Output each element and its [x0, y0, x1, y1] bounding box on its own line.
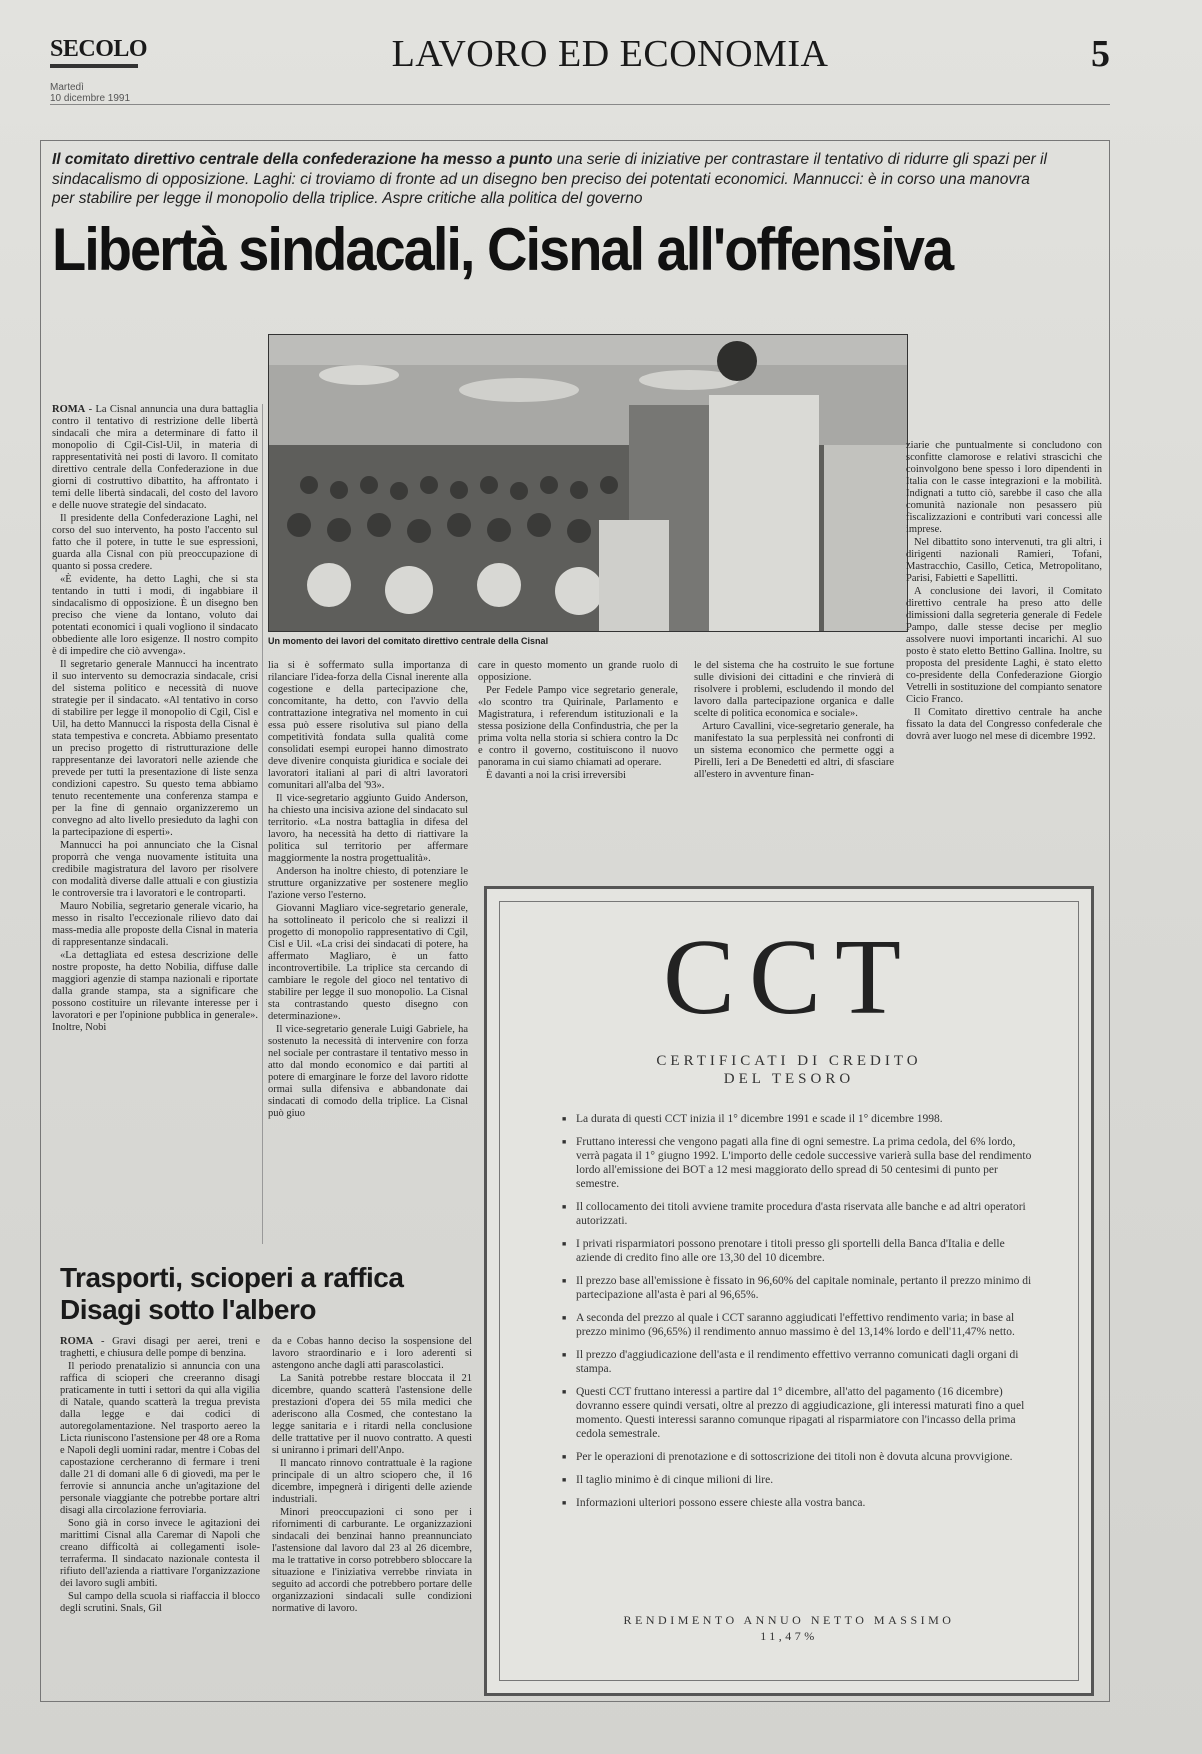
article2-headline-line-1: Trasporti, scioperi a raffica [60, 1262, 404, 1293]
masthead [50, 30, 1110, 105]
column-rule [262, 404, 263, 1244]
cct-term-item: ■ Il collocamento dei titoli avviene tramite procedura d'asta riservata alle banche e ad altri operatori autorizzati. [562, 1200, 1032, 1228]
article1-col2-paragraph-2: Il vice-segretario aggiunto Guido Anderson, ha chiesto una incisiva azione del sindacato sul territorio. «La nostra battaglia in difesa del lavoro, ha necessità ha detto di riattivare la politica sul territorio per affermare maggiormente la nostra progettualità». [268, 793, 468, 864]
article-headline: Libertà sindacali, Cisnal all'offensiva [52, 215, 953, 284]
article2-headline [60, 1262, 480, 1326]
article1-column-1 [52, 404, 258, 1244]
article1-col3-paragraph-2: Per Fedele Pampo vice segretario generale, «lo scontro tra Quirinale, Parlamento e Magistratura, i referendum istituzionali e la stessa posizione della Confindustria, che per la prima volta nella storia si schiera contro la Dc e contro il governo, costituiscono il nuovo panorama in cui siamo chiamati ad operare. [478, 685, 678, 768]
article1-col2-paragraph-3: Anderson ha inoltre chiesto, di potenziare le strutture organizzative per sostenere meglio l'azione verso l'esterno. [268, 866, 468, 901]
article2-col2-paragraph-4: Minori preoccupazioni ci sono per i rifornimenti di carburante. Le organizzazioni sindacali dei benzinai hanno preannunciato l'astensione dal lavoro dal 23 al 26 dicembre, ma le trattative in corso potrebbero sbloccare la situazione e l'iniziativa verrebbe rinviata in seguito ad accordi che potrebbero portare delle organizzazioni sindacali sulle condizioni normative di lavoro. [272, 1507, 472, 1614]
cct-terms-list [562, 1112, 1032, 1519]
article2-col1-paragraph-4: Sul campo della scuola si riaffaccia il blocco degli scrutini. Snals, Gil [60, 1591, 260, 1614]
article1-col3-paragraph-3: È davanti a noi la crisi irreversibi [486, 770, 626, 781]
article1-col1-paragraph-1: ROMA - La Cisnal annuncia una dura battaglia contro il tentativo di restrizione delle libertà sindacali che mira a determinare di fatto il monopolio di Cgil-Cisl-Uil, in materia di rappresentatività nei posti di lavoro. Il comitato direttivo centrale della Confederazione in due giorni di costruttivo dibattito, ha affrontato i temi delle libertà sindacali, del costo del lavoro e delle nuove strategie del sindacato. [52, 404, 258, 511]
cct-term-item: ■ Informazioni ulteriori possono essere chieste alla vostra banca. [562, 1496, 1032, 1510]
article1-col2-paragraph-4: Giovanni Magliaro vice-segretario generale, ha sottolineato il pericolo che si realizzi il progetto di monopolio rappresentativo di Cgil, Cisl e Uil. «La crisi dei sindacati di potere, ha affermato Magliaro, è un fatto incontrovertibile. La triplice sta cercando di cambiare le regole del gioco nel tentativo di stabilire per legge il suo monopolio. La Cisnal sta contrastando questo disegno con determinazione». [268, 903, 468, 1022]
cct-term-item: ■ Il taglio minimo è di cinque milioni di lire. [562, 1473, 1032, 1487]
cct-term-item: ■ Il prezzo d'aggiudicazione dell'asta e il rendimento effettivo verranno comunicati dagli organi di stampa. [562, 1348, 1032, 1376]
article2-dateline: ROMA [60, 1336, 94, 1347]
article2-headline-line-2: Disagi sotto l'albero [60, 1294, 316, 1325]
page-number: 5 [1091, 33, 1110, 75]
cct-term-item: ■ Questi CCT fruttano interessi a partire dal 1° dicembre, all'atto del pagamento (16 dicembre) dovranno essere quindi versati, oltre al prezzo di aggiudicazione, gli interessi maturati fino a quel momento. Questi interessi saranno comunque ripagati al risparmiatore con l'incasso della prima cedola semestrale. [562, 1385, 1032, 1441]
ad-inner-border [499, 901, 1079, 1681]
cct-yield-value: 11,47% [760, 1629, 818, 1643]
issue-full-date: 10 dicembre 1991 [50, 93, 131, 104]
article2-col1-paragraph-2: Il periodo prenatalizio si annuncia con una raffica di scioperi che creeranno disagi praticamente in tutti i settori da qui alla vigilia di Natale, quando scatterà la tregua prevista dalla legge e dai codici di autoregolamentazione. Nel trasporto aereo la Licta riuniscono l'astensione per 48 ore a Roma e Napoli degli uomini radar, mentre i Cobas del capostazione cercheranno di fermare i treni dalle 21 di domani alle 6 di giovedì, ma per le ferrovie si annuncia anche un'agitazione del personale viaggiante che potrebbe portare altri disagi alla circolazione ferroviaria. [60, 1361, 260, 1516]
article1-dateline: ROMA [52, 404, 86, 415]
article-kicker [52, 150, 1052, 209]
newspaper-logo: SECOLO [50, 36, 148, 62]
article1-col4-paragraph-2: Arturo Cavallini, vice-segretario generale, ha manifestato la sua perplessità nei confronti di un sistema economico che permette oggi a Pirelli, Ieri a De Benedetti ed altri, di sfasciare all'estero in avventure finan- [694, 721, 894, 780]
article2-col1-paragraph-3: Sono già in corso invece le agitazioni dei marittimi Cisnal alla Caremar di Napoli che creano difficoltà ai collegamenti isole-terraferma. Il sindacato nazionale contesta il rifiuto dell'azienda a riattivare l'organizzazione dei lavoro sugli ambiti. [60, 1518, 260, 1589]
cct-term-item: ■ La durata di questi CCT inizia il 1° dicembre 1991 e scade il 1° dicembre 1998. [562, 1112, 1032, 1126]
article1-column-5 [906, 440, 1102, 826]
article2-col1-paragraph-1: ROMA - Gravi disagi per aerei, treni e traghetti, e chiusura delle pompe di benzina. [60, 1336, 260, 1359]
cct-term-item: ■ Fruttano interessi che vengono pagati alla fine di ogni semestre. La prima cedola, del 6% lordo, verrà pagata il 1° giugno 1992. L'importo delle cedole successive varierà sulla base del rendimento lordo all'emissione dei BOT a 12 mesi maggiorato dello spread di 50 centesimi di punto per semestre. [562, 1135, 1032, 1191]
article1-col5-paragraph-2: Nel dibattito sono intervenuti, tra gli altri, i dirigenti nazionali Ramieri, Tofani, Mastracchio, Casillo, Cetica, Metropolitano, Parisi, Fabietti e Sapellitti. [906, 537, 1102, 584]
article2-col2-paragraph-1: da e Cobas hanno deciso la sospensione del lavoro straordinario e i loro aderenti si astengono anche dagli atti parascolastici. [272, 1336, 472, 1371]
article1-col3-paragraph-1: care in questo momento un grande ruolo di opposizione. [478, 660, 678, 683]
cct-term-item: ■ I privati risparmiatori possono prenotare i titoli presso gli sportelli della Banca d'Italia e delle aziende di credito fino alle ore 13,30 del 10 dicembre. [562, 1237, 1032, 1265]
article1-col1-text-1: La Cisnal annuncia una dura battaglia contro il tentativo di restrizione delle libertà sindacali che mira a determinare di fatto il monopolio di Cgil-Cisl-Uil, in materia di rappresentatività nei posti di lavoro. Il comitato direttivo centrale della Confederazione in due giorni di costruttivo dibattito, ha affrontato i temi delle libertà sindacali, del costo del lavoro e delle nuove strategie del sindacato. [52, 404, 258, 511]
cct-subtitle-line-2: DEL TESORO [723, 1071, 855, 1087]
cct-logo: CCT [662, 918, 916, 1037]
cct-yield-footer [500, 1612, 1078, 1644]
article2-column-2 [272, 1336, 472, 1692]
kicker-rest: una serie di iniziative per contrastare il tentativo di ridurre gli spazi per il sindacalismo di opposizione. Laghi: ci troviamo di fronte ad un disegno ben preciso dei potentati economici. Mannucci: è in corso una manovra per stabilire per legge il monopolio della triplice. Aspre critiche alla politica del governo [52, 151, 1047, 207]
article1-col1-paragraph-7: «La dettagliata ed estesa descrizione delle nostre proposte, ha detto Nobilia, diffuse dalle maggiori agenzie di stampa nazionali e riportate dalla grande stampa, sta a significare che possono costituire un rilevante interesse per i lavoratori e per l'opinione pubblica in generale». Inoltre, Nobi [52, 950, 258, 1033]
cct-subtitle-line-1: CERTIFICATI DI CREDITO [656, 1053, 922, 1069]
cct-yield-label: RENDIMENTO ANNUO NETTO MASSIMO [623, 1613, 955, 1627]
cct-term-item: ■ A seconda del prezzo al quale i CCT saranno aggiudicati l'effettivo rendimento varia; in base al prezzo minimo (96,65%) il rendimento annuo massimo è del 13,14% lordo e dell'11,47% netto. [562, 1311, 1032, 1339]
article1-col1-paragraph-3: «È evidente, ha detto Laghi, che si sta tentando in tutti i modi, di ingabbiare il sindacalismo di opposizione. È un disegno ben preciso che viene da lontano, voluto dai potentati economici i quali vogliono il sindacato obbediente alle loro esigenze. Il nostro compito è di impedire che ciò avvenga». [52, 574, 258, 657]
article1-column-3 [478, 660, 678, 864]
article1-col4-paragraph-1: le del sistema che ha costruito le sue fortune sulle divisioni dei cittadini e che rinvierà di risolvere i problemi, escludendo il mondo del lavoro dalla partecipazione organica e dalle scelte di politica economica e sociale». [694, 660, 894, 719]
article1-column-2 [268, 660, 468, 1240]
article1-col1-paragraph-5: Mannucci ha poi annunciato che la Cisnal proporrà che venga nuovamente istituita una credibile magistratura del lavoro per risolvere con modalità diverse dalle attuali e con giustizia le controversie tra i lavoratori e le controparti. [52, 840, 258, 899]
article1-col1-paragraph-6: Mauro Nobilia, segretario generale vicario, ha messo in risalto l'eccezionale rilievo dato dai mass-media alle proposte della Cisnal in materia di rappresentanze sindacali. [52, 901, 258, 948]
article1-col1-paragraph-4: Il segretario generale Mannucci ha incentrato il suo intervento su democrazia sindacale, crisi del sistema politico e necessità di nuove strategie per il sindacato. «Al tentativo in corso di stabilire per legge il monopolio di Cgil, Cisl e Uil, ha detto Mannucci la risposta della Cisnal è stata tempestiva e concreta. Abbiamo presentato un preciso progetto di ristrutturazione delle rappresentanze dei lavoratori nelle aziende che prevede per tutti la presentazione di liste senza condizioni capestro. Su questo tema abbiamo tenuto recentemente una conferenza stampa e per la fine di gennaio organizzeremo un convegno ad alto livello presieduto da laghi con la partecipazione di esperti». [52, 659, 258, 838]
article1-col5-paragraph-3: A conclusione dei lavori, il Comitato direttivo centrale ha preso atto delle dimissioni dalla segreteria generale di Fedele Pampo, dalle stesse decise per meglio assolvere nuovi importanti incarichi. Al suo posto è stato eletto Bettino Gallina. Inoltre, su proposta del presidente Laghi, è stato eletto co-presidente della Confederazione Giorgio Vetrelli in sostituzione del compianto senatore Cicio Franco. [906, 586, 1102, 705]
kicker-bold: Il comitato direttivo centrale della confederazione ha messo a punto [52, 151, 553, 168]
issue-day: Martedì [50, 82, 84, 93]
article2-col2-paragraph-3: Il mancato rinnovo contrattuale è la ragione principale di un altro sciopero che, il 16 dicembre, impegnerà i dirigenti delle aziende industriali. [272, 1458, 472, 1505]
issue-date [50, 82, 130, 104]
article1-col5-paragraph-4: Il Comitato direttivo centrale ha anche fissato la data del Congresso confederale che dovrà aver luogo nel mese di dicembre 1992. [906, 707, 1102, 742]
article2-column-1 [60, 1336, 260, 1692]
cct-term-item: ■ Per le operazioni di prenotazione e di sottoscrizione dei titoli non è dovuta alcuna provvigione. [562, 1450, 1032, 1464]
cct-subtitle [500, 1052, 1078, 1088]
article2-col2-paragraph-2: La Sanità potrebbe restare bloccata il 21 dicembre, quando scatterà l'astensione delle prestazioni d'opera dei 55 mila medici che aderiscono alla Cosmed, che contestano la legge sanitaria e i ritardi nella conclusione delle trattative per il nuovo contratto. A questi si uniranno i primari dell'Anpo. [272, 1373, 472, 1456]
article2-col1-text-1: Gravi disagi per aerei, treni e traghetti, e chiusura delle pompe di benzina. [60, 1336, 260, 1359]
cct-term-item: ■ Il prezzo base all'emissione è fissato in 96,60% del capitale nominale, pertanto il prezzo minimo di partecipazione all'asta è pari al 96,65%. [562, 1274, 1032, 1302]
section-title: LAVORO ED ECONOMIA [391, 33, 829, 75]
article1-col5-paragraph-1: ziarie che puntualmente si concludono con sconfitte clamorose e relativi strascichi che coinvolgono bene spesso i loro dipendenti in Italia con le casse integrazioni e la mobilità. Indignati a tutto ciò, sarebbe il caso che alla comunità nazionale non pesassero più fiscalizzazioni e contributi vari concessi alle imprese. [906, 440, 1102, 535]
conference-photo-image [269, 335, 908, 632]
article1-column-4 [694, 660, 894, 864]
article1-col1-paragraph-2: Il presidente della Confederazione Laghi, nel corso del suo intervento, ha posto l'accento sul fatto che il potere, in tutte le sue espressioni, guarda alla Cisnal con più preoccupazione di quanto si possa credere. [52, 513, 258, 572]
article1-col2-paragraph-5: Il vice-segretario generale Luigi Gabriele, ha sostenuto la necessità di intervenire con forza nel sociale per contrastare il tentativo messo in atto dal mondo economico e dai partiti al potere di emarginare le forze del lavoro ridotte ormai sulla difensiva e abbandonate dai sindacati di comodo della triplice. La Cisnal può giuo [268, 1024, 468, 1119]
article1-col2-paragraph-1: lia si è soffermato sulla importanza di rilanciare l'idea-forza della Cisnal inerente alla cogestione e della partecipazione che, concomitante, ha detto, con l'avvio della contrattazione integrativa nel momento in cui essa può essere risolutiva sul piano della competitività fondata sulla qualità come consolidati esempi europei hanno dimostrato deve divenire conquista giuridica e sociale dei lavoratori italiani al pari di altri lavoratori comunitari all'alba del '93». [268, 660, 468, 791]
article-photo [268, 334, 908, 632]
cct-advertisement [484, 886, 1094, 1696]
logo-rule [50, 64, 138, 68]
photo-caption: Un momento dei lavori del comitato direttivo centrale della Cisnal [268, 636, 549, 646]
